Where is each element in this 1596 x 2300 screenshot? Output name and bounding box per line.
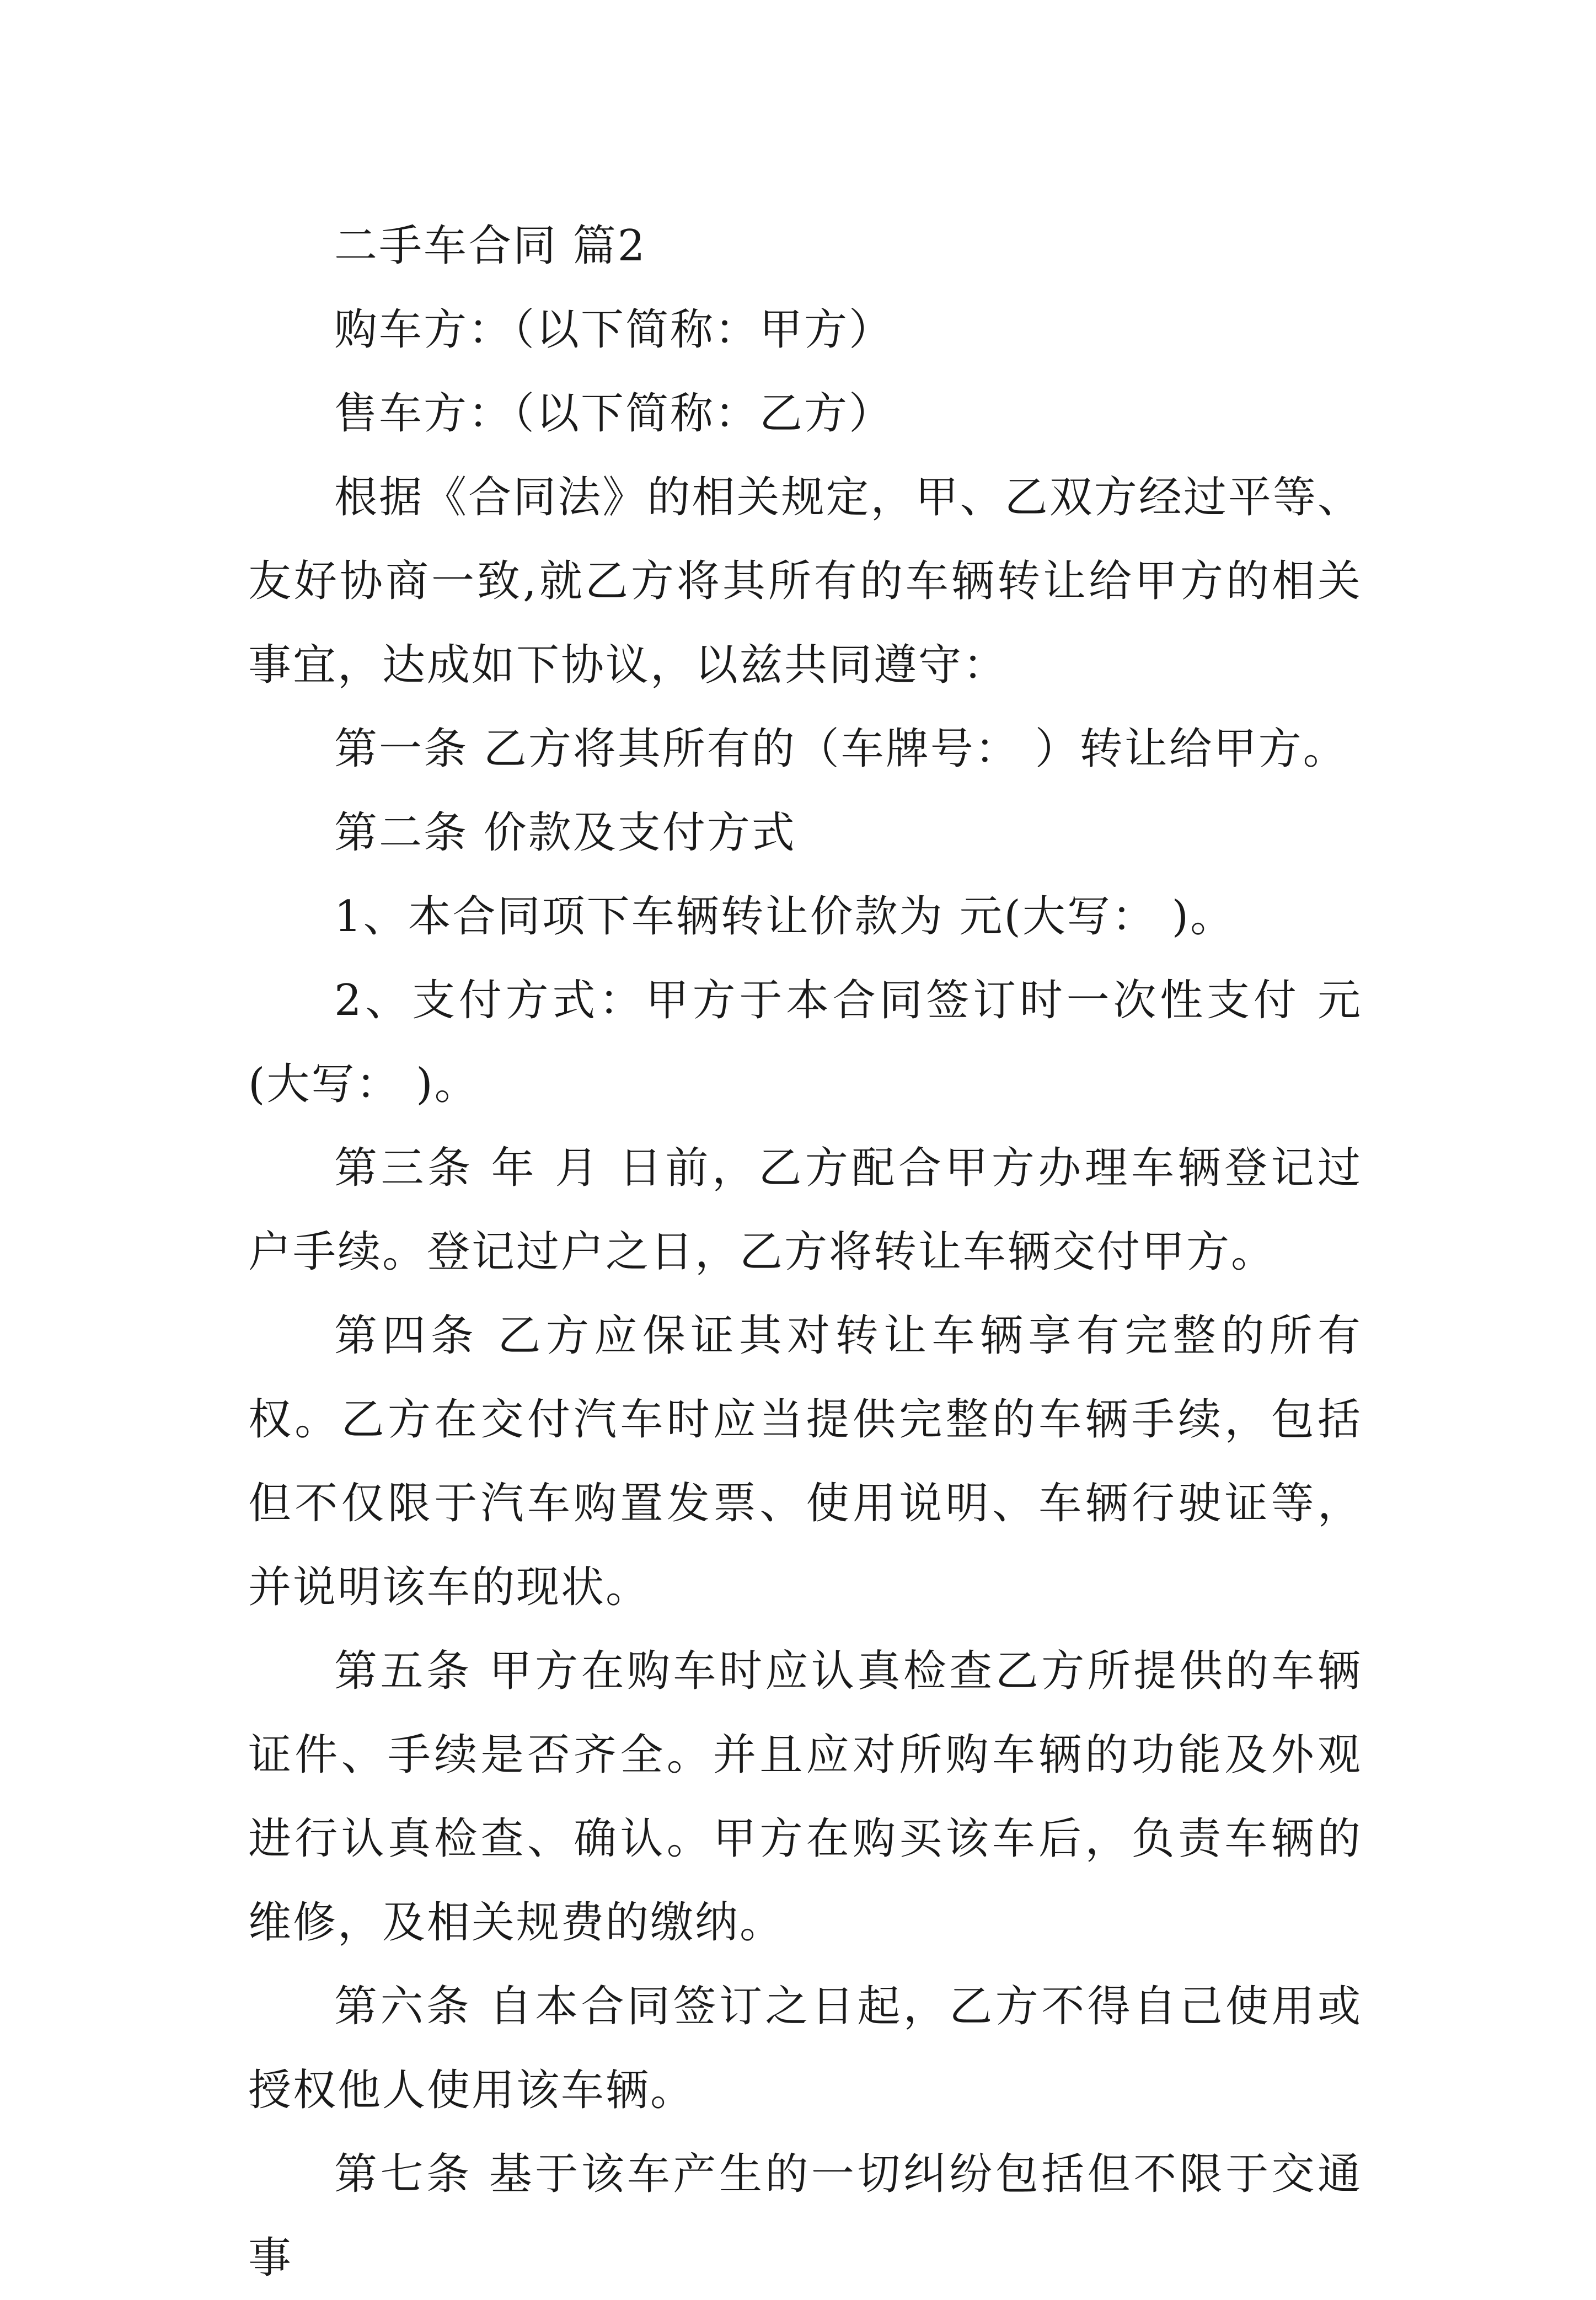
article-2-item-1: 1、本合同项下车辆转让价款为 元(大写： )。 xyxy=(334,892,1235,942)
article-2-item-2: 2、支付方式：甲方于本合同签订时一次性支付 元(大写： )。 xyxy=(248,976,1362,1109)
article-6: 第六条 自本合同签订之日起，乙方不得自己使用或授权他人使用该车辆。 xyxy=(248,1982,1362,2115)
article-2-heading: 第二条 价款及支付方式 xyxy=(334,808,796,858)
article-4: 第四条 乙方应保证其对转让车辆享有完整的所有权。乙方在交付汽车时应当提供完整的车辆手续，包括但不仅限于汽车购置发票、使用说明、车辆行驶证等，并说明该车的现状。 xyxy=(248,1311,1362,1612)
article-5: 第五条 甲方在购车时应认真检查乙方所提供的车辆证件、手续是否齐全。并且应对所购车辆的功能及外观进行认真检查、确认。甲方在购买该车后，负责车辆的维修，及相关规费的缴纳。 xyxy=(248,1646,1362,1948)
document-title: 二手车合同 篇2 xyxy=(334,221,647,271)
buyer-line: 购车方：（以下简称：甲方） xyxy=(334,305,894,355)
preamble-paragraph: 根据《合同法》的相关规定，甲、乙双方经过平等、友好协商一致,就乙方将其所有的车辆转让给甲方的相关事宜，达成如下协议，以兹共同遵守： xyxy=(248,473,1362,690)
article-3: 第三条 年 月 日前，乙方配合甲方办理车辆登记过户手续。登记过户之日，乙方将转让车辆交付甲方。 xyxy=(248,1143,1362,1277)
document-body xyxy=(248,204,1362,2300)
seller-line: 售车方：（以下简称：乙方） xyxy=(334,389,894,438)
article-7: 第七条 基于该车产生的一切纠纷包括但不限于交通事 xyxy=(248,2149,1362,2283)
article-1: 第一条 乙方将其所有的（车牌号： ）转让给甲方。 xyxy=(334,724,1348,774)
